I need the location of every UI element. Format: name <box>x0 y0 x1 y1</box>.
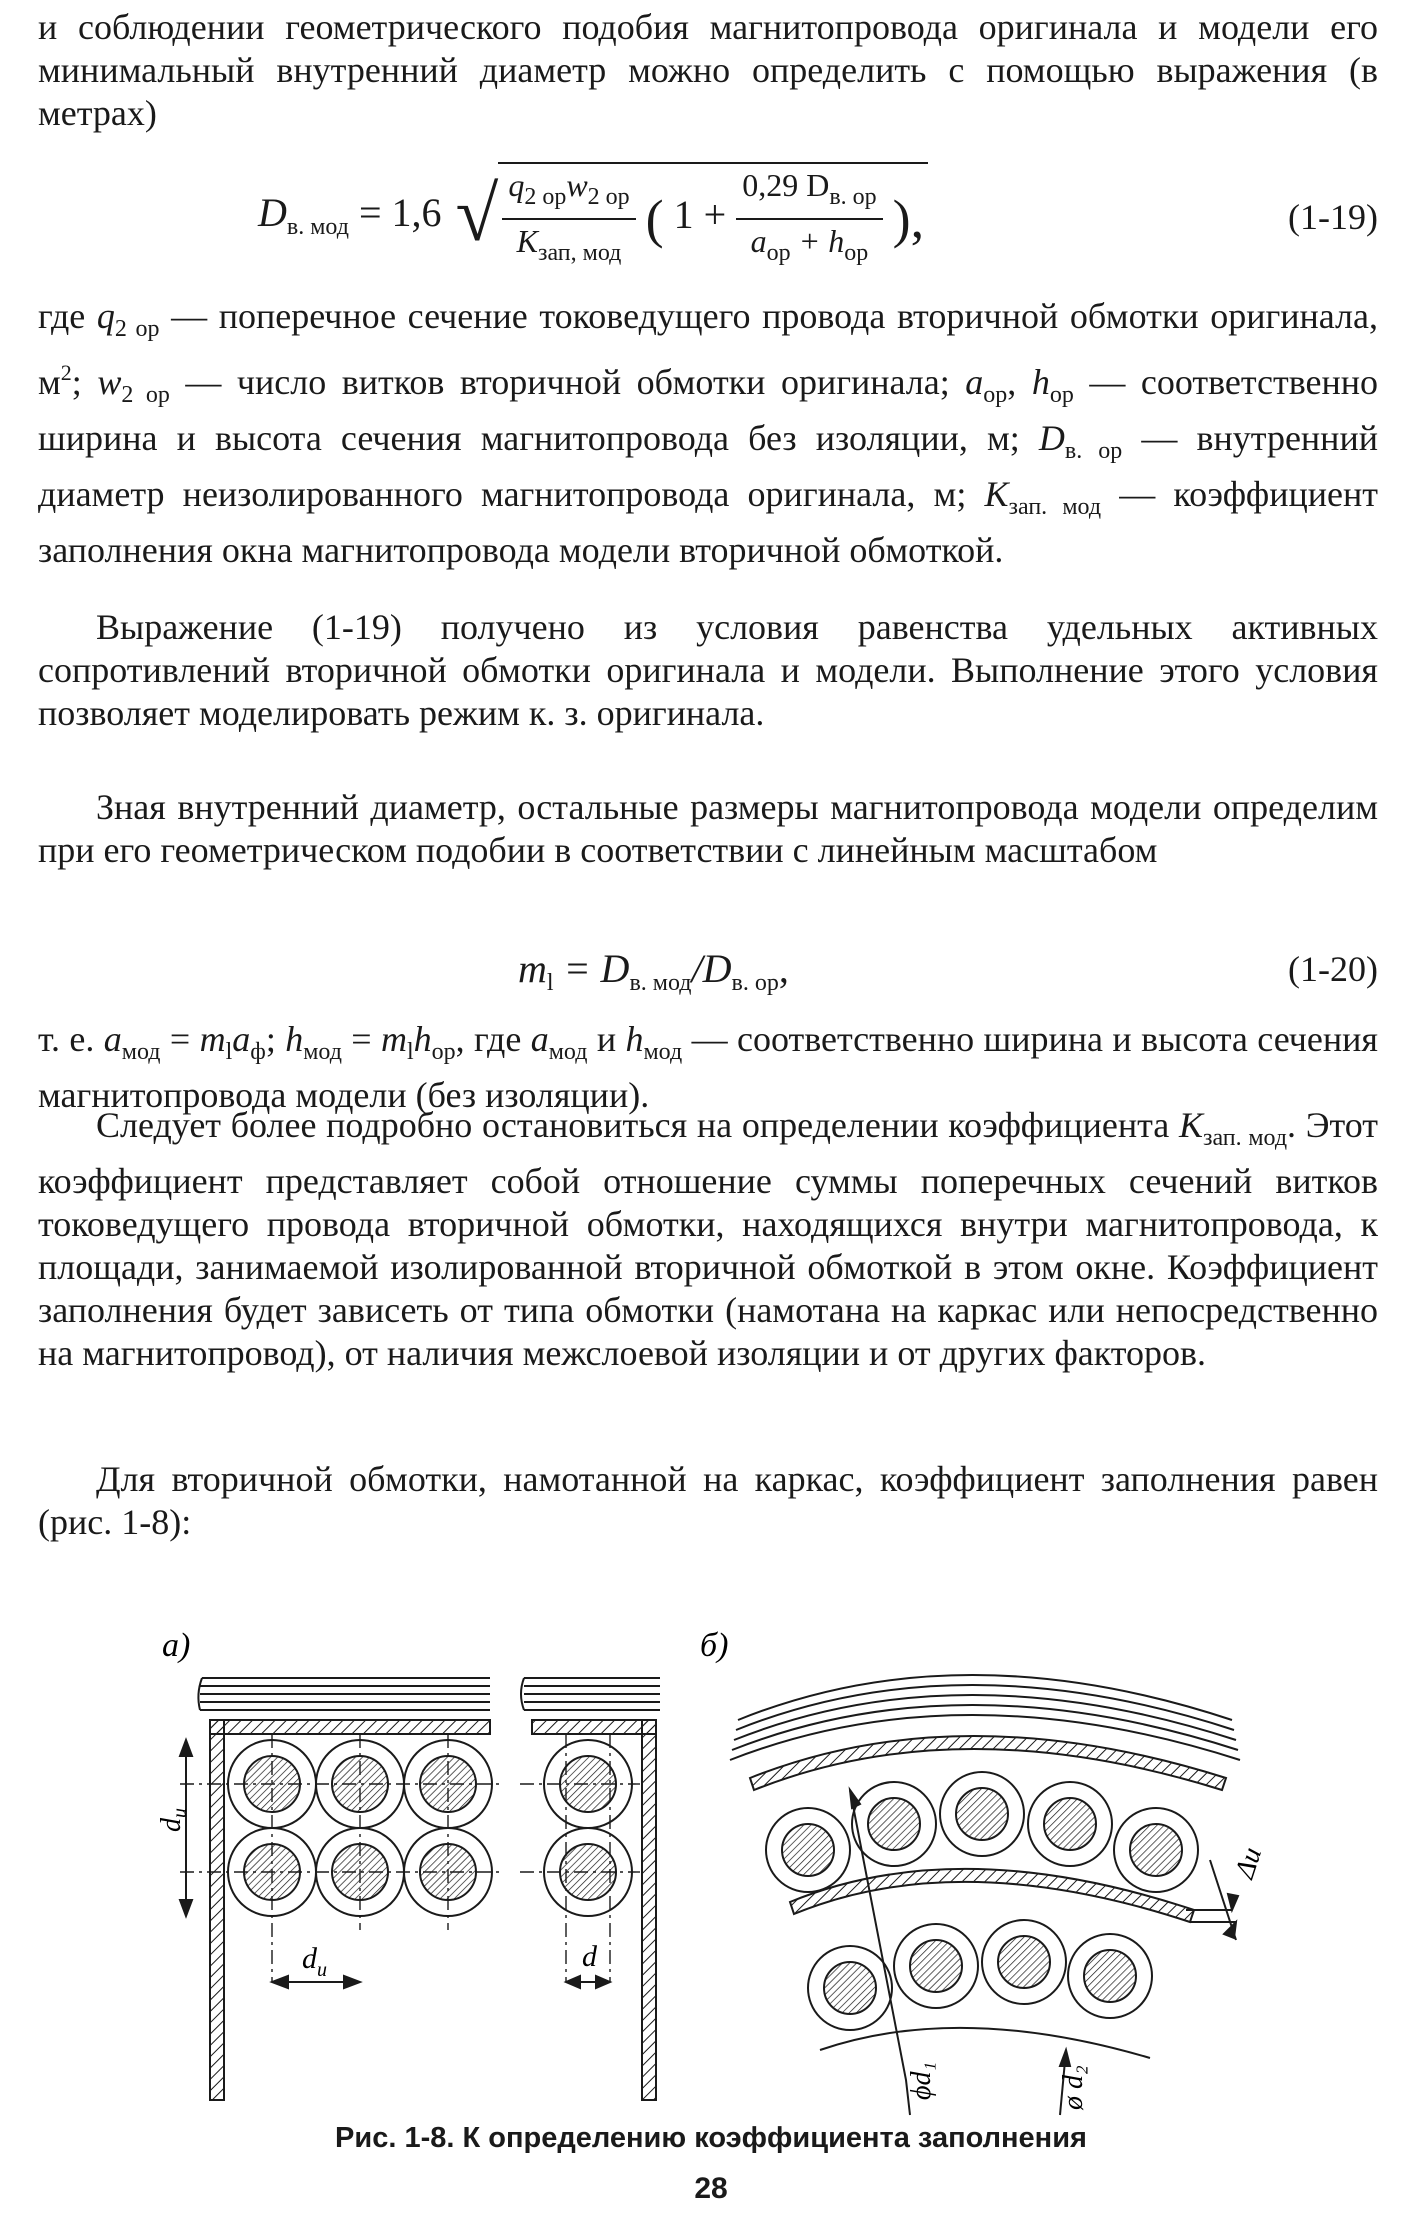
p6-text-2: . Этот коэффициент представляет собой отношение суммы поперечных сечений витков токоведущего провода вторичной обмотки, находящихся внутри магнитопровода, к площади, занимаемой изолированной вторичной обмоткой в этом окне. Коэффициент заполнения будет зависеть от типа обмотки (намотана на каркас или непосредственно на магнитопровод), от наличия межслоевой изоляции и от других факторов. <box>38 1105 1379 1373</box>
p2-sup-2: 2 <box>60 360 72 385</box>
eq20-m-sub: l <box>546 970 554 996</box>
p2-text-6: — соответственно ширина и высота сечения магнитопровода без изоляции, м; <box>38 362 1379 458</box>
core-inner-arc <box>820 2028 1150 2058</box>
figure-b <box>700 1627 1268 2115</box>
eq20-eq: = D <box>553 946 630 991</box>
p5-h1: h <box>285 1019 304 1059</box>
eq19-num1b-sub: 2 ор <box>587 184 630 210</box>
eq20-d1-sub: в. мод <box>629 970 692 996</box>
p5-text-7: — соответственно ширина и высота сечения магнитопровода модели (без изоляции). <box>38 1019 1378 1115</box>
eq20-slash: /D <box>691 946 732 991</box>
p2-sym-K-sub: зап. мод <box>1008 494 1102 520</box>
p2-sym-a-sub: ор <box>983 382 1008 408</box>
figure-a <box>156 1627 660 2100</box>
p5-h1-sub: мод <box>303 1039 342 1065</box>
wire-b-2 <box>852 1782 936 1866</box>
paragraph-intro-text: и соблюдении геометрического подобия магнитопровода оригинала и модели его минимальный внутренний диаметр можно определить с помощью выражения (в метрах) <box>38 7 1378 133</box>
eq19-lhs-sub: в. мод <box>286 214 349 241</box>
paragraph-frame-winding-text: Для вторичной обмотки, намотанной на каркас, коэффициент заполнения равен (рис. 1-8): <box>38 1459 1378 1542</box>
p5-text-5: , где <box>455 1019 531 1059</box>
eq19-den1-sub: зап, мод <box>537 240 622 266</box>
p2-text-2: — поперечное сечение токоведущего провода вторичной обмотки оригинала, м <box>38 296 1378 402</box>
p2-sym-w-sub: 2 ор <box>121 382 170 408</box>
paragraph-sizes <box>38 1018 1378 1117</box>
p2-sym-D: D <box>1038 418 1065 458</box>
wire-b-9 <box>1068 1934 1152 2018</box>
p5-a3: a <box>530 1019 549 1059</box>
eq19-paren-left: ( <box>645 189 664 249</box>
paragraph-derivation-text: Выражение (1-19) получено из условия равенства удельных активных сопротивлений вторичной обмотки оригинала и модели. Выполнение этого условия позволяет моделировать режим к. з. оригинала. <box>38 607 1378 733</box>
wire-b-6 <box>808 1946 892 2030</box>
eq19-den2a-sub: ор <box>766 240 791 266</box>
eq19-num2-sub: в. ор <box>829 184 877 210</box>
eq20-m: m <box>518 946 547 991</box>
eq19-radicand <box>498 162 928 272</box>
figure-caption: Рис. 1-8. К определению коэффициента заполнения <box>335 2122 1087 2154</box>
p5-a1: a <box>103 1019 122 1059</box>
p5-text-6: и <box>587 1019 626 1059</box>
p5-m2-sub: l <box>407 1039 414 1065</box>
wire-cross-sections-a <box>228 1740 632 1916</box>
eq19-lhs: D <box>258 190 287 236</box>
wire-b-1 <box>766 1808 850 1892</box>
dim-di-vertical-label: $d_и$ <box>156 1808 191 1832</box>
figure-a-label: а) <box>162 1627 191 1664</box>
p2-sym-q: q <box>96 296 115 336</box>
wire-b-8 <box>982 1920 1066 2004</box>
dim-phi-d1-label: ϕd₁ <box>906 2061 937 2100</box>
p2-text-8: — коэффициент заполнения окна магнитопровода модели вторичной обмоткой. <box>38 474 1378 570</box>
wire-b-3 <box>940 1772 1024 1856</box>
p5-text-2: = <box>160 1019 200 1059</box>
equation-1-19 <box>258 162 928 272</box>
eq19-den2a: a <box>750 223 767 259</box>
p2-sym-h-sub: ор <box>1049 382 1074 408</box>
p5-text-3: ; <box>265 1019 286 1059</box>
eq19-num1: q <box>508 167 525 203</box>
paragraph-definitions <box>38 295 1378 572</box>
eq19-one-plus: 1 + <box>673 192 727 238</box>
eq19-paren-right: ), <box>892 189 925 249</box>
dim-d-label: d <box>582 1940 597 1973</box>
wire-b-7 <box>894 1924 978 2008</box>
p2-text-7: — внутренний диаметр неизолированного магнитопровода оригинала, м; <box>38 418 1378 514</box>
dim-delta-u-label: Δu <box>1229 1843 1269 1883</box>
p5-m1: m <box>199 1019 226 1059</box>
p2-text-3: ; <box>71 362 98 402</box>
eq19-num1b: w <box>566 167 588 203</box>
p2-text-1: где <box>38 296 97 336</box>
p2-sym-D-sub: в. ор <box>1064 438 1123 464</box>
p2-sym-K: K <box>984 474 1009 514</box>
eq20-comma: , <box>778 946 789 991</box>
paragraph-scale-text: Зная внутренний диаметр, остальные размеры магнитопровода модели определим при его геометрическом подобии в соответствии с линейным масштабом <box>38 787 1378 870</box>
figure-b-label: б) <box>700 1627 729 1664</box>
p5-m1-sub: l <box>225 1039 233 1065</box>
p6-K-sub: зап. мод <box>1202 1125 1288 1151</box>
p5-m2: m <box>381 1019 407 1059</box>
paragraph-intro <box>38 6 1378 135</box>
p5-text-4: = <box>341 1019 381 1059</box>
p5-h2: h <box>413 1019 432 1059</box>
wire-b-4 <box>1028 1782 1112 1866</box>
p5-a2: a <box>232 1019 251 1059</box>
dimension-d <box>566 1976 610 1988</box>
eq19-num2: 0,29 D <box>742 167 830 203</box>
core-laminations-a-left <box>198 1678 490 1710</box>
sqrt-sign-icon: √ <box>455 170 499 258</box>
p5-h2-sub: ор <box>431 1039 456 1065</box>
p5-text-1: т. е. <box>38 1019 104 1059</box>
eq19-frac1 <box>502 166 635 272</box>
eq20-d2-sub: в. ор <box>731 970 779 996</box>
p6-text-1: Следует более подробно остановиться на определении коэффициента <box>96 1105 1179 1145</box>
paragraph-frame-winding <box>38 1458 1378 1544</box>
p2-text-5: , <box>1007 362 1032 402</box>
p5-a3-sub: мод <box>548 1039 588 1065</box>
dim-di-horizontal-label: $d_и$ <box>302 1942 327 1981</box>
eq19-coef: = 1,6 <box>358 190 442 236</box>
dim-phi-d2-label: ø d₂ <box>1058 2065 1089 2110</box>
p2-text-4: — число витков вторичной обмотки оригинала; <box>169 362 966 402</box>
p5-a2-sub: ф <box>250 1039 266 1065</box>
page-number: 28 <box>694 2172 728 2205</box>
p2-sym-q-sub: 2 ор <box>114 316 160 342</box>
eq19-den2b-sub: ор <box>844 240 869 266</box>
paragraph-scale <box>38 786 1378 872</box>
equation-number-1-19: (1-19) <box>1288 197 1378 237</box>
paragraph-derivation <box>38 606 1378 735</box>
p5-h3-sub: мод <box>643 1039 683 1065</box>
p2-sym-a: a <box>965 362 984 402</box>
equation-1-20 <box>518 945 789 997</box>
eq19-num1-sub: 2 ор <box>524 184 567 210</box>
p6-K: K <box>1178 1105 1203 1145</box>
dimension-di-horizontal <box>272 1976 360 1988</box>
p5-h3: h <box>625 1019 644 1059</box>
eq19-frac2 <box>736 166 882 272</box>
eq19-den2-plus: + h <box>798 223 845 259</box>
core-laminations-a-right <box>521 1678 660 1710</box>
p2-sym-w: w <box>97 362 122 402</box>
paragraph-fill-factor <box>38 1104 1378 1375</box>
eq19-den1: K <box>516 223 538 259</box>
figure-1-8 <box>0 1610 1422 2120</box>
equation-number-1-20: (1-20) <box>1288 949 1378 989</box>
p2-sym-h: h <box>1031 362 1050 402</box>
wire-b-5 <box>1114 1808 1198 1892</box>
p5-a1-sub: мод <box>121 1039 161 1065</box>
